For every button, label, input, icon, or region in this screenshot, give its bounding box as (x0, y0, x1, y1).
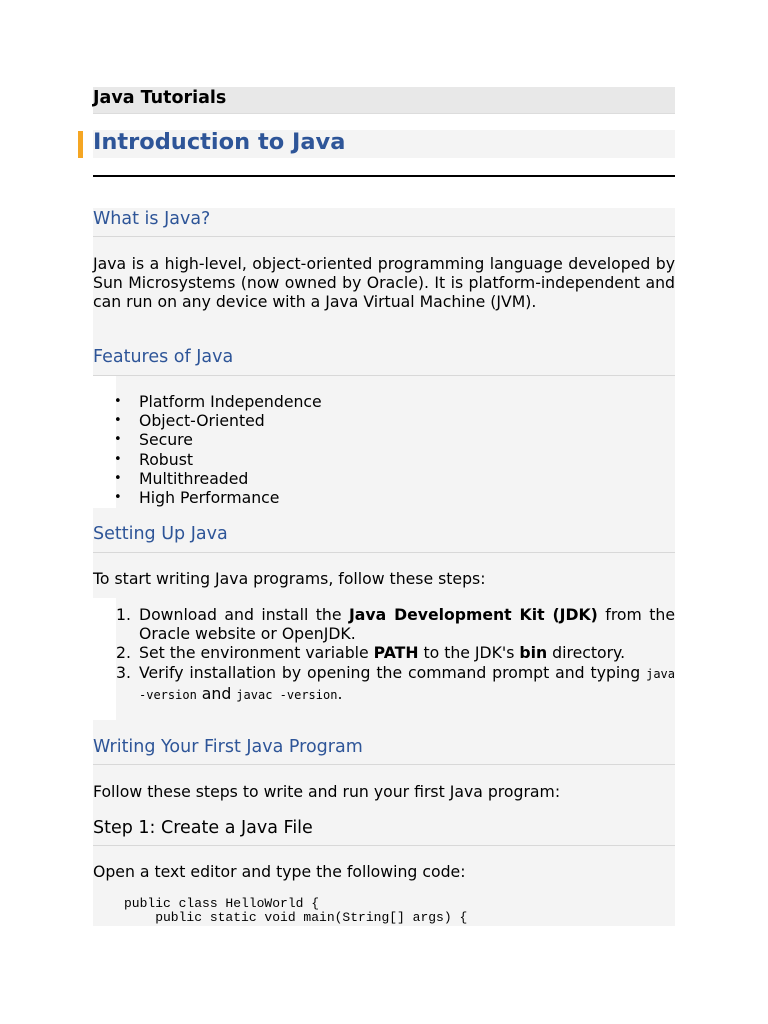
section-divider (93, 845, 675, 846)
step-text: Set the environment variable (139, 643, 374, 663)
step-text: Download and install the (139, 605, 349, 624)
code-line: public static void main(String[] args) { (124, 909, 468, 925)
setup-steps-list (93, 605, 675, 705)
feature-item: • Robust (93, 450, 675, 469)
title-rule (93, 175, 675, 177)
step-text: to the JDK's (418, 643, 520, 663)
first-program-intro: Follow these steps to write and run your first Java program: (93, 782, 561, 801)
code-line: public class HelloWorld { (124, 896, 320, 911)
title-block (93, 130, 675, 158)
step1-heading: Step 1: Create a Java File (93, 818, 313, 838)
section-heading-setting-up: Setting Up Java (93, 524, 228, 544)
step-number: 2. (116, 643, 131, 663)
feature-item: • Platform Independence (93, 392, 675, 411)
step-text: directory. (547, 643, 626, 663)
header-title: Java Tutorials (93, 88, 227, 108)
header-bar (93, 87, 675, 114)
step-number: 3. (116, 662, 131, 682)
what-is-java-paragraph: Java is a high-level, object-oriented programming language developed by Sun Microsystems (now owned by Oracle). It is platform-independent and can run on any device with a Java Virtual Machine (JVM). (93, 254, 675, 311)
setup-step (93, 605, 675, 643)
inline-code: java -version (139, 666, 675, 702)
step1-intro: Open a text editor and type the following code: (93, 862, 466, 881)
step-text: Verify installation by opening the command prompt and typing (139, 662, 647, 682)
step-bold: Java Development Kit (JDK) (348, 605, 598, 624)
inline-code: javac -version (236, 687, 338, 702)
feature-item: • Multithreaded (93, 469, 675, 488)
setup-intro: To start writing Java programs, follow these steps: (93, 569, 486, 588)
step-bold: bin (519, 643, 548, 663)
page-title: Introduction to Java (93, 129, 346, 155)
step-text: . (337, 683, 343, 703)
setup-step (93, 663, 675, 705)
code-block (93, 897, 675, 924)
step-text: from the Oracle website or OpenJDK. (139, 605, 675, 644)
step-text: and (196, 683, 237, 703)
features-list (93, 392, 675, 507)
title-accent-bar (78, 131, 83, 158)
section-heading-what-is-java: What is Java? (93, 209, 211, 229)
feature-item: • Object-Oriented (93, 411, 675, 430)
step-number: 1. (116, 605, 131, 624)
section-divider (93, 236, 675, 237)
section-divider (93, 764, 675, 765)
feature-item: • Secure (93, 430, 675, 449)
section-divider (93, 375, 675, 376)
section-heading-features: Features of Java (93, 347, 234, 367)
section-divider (93, 552, 675, 553)
section-heading-first-program: Writing Your First Java Program (93, 737, 363, 757)
setup-step (93, 643, 675, 662)
feature-item: • High Performance (93, 488, 675, 507)
step-bold: PATH (373, 643, 419, 663)
